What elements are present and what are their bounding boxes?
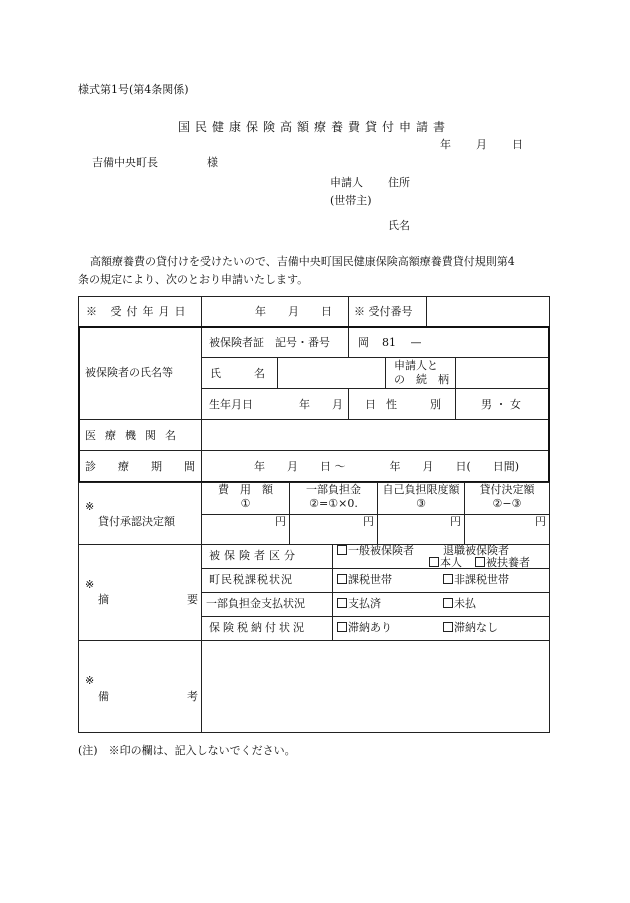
medical-label-cell — [78, 419, 202, 451]
card-prefix: 岡 — [358, 336, 369, 349]
amount-header-1-line2: ① — [240, 497, 251, 510]
amount-header-3-line1: 自己負担限度額 — [382, 483, 460, 496]
treatment-period-value: 年 月 日 〜 年 月 日( 日間) — [254, 460, 520, 473]
cost-amount-field[interactable] — [201, 514, 290, 545]
amount-header-3 — [377, 482, 465, 515]
amount-header-1-line1: 費 用 額 — [218, 483, 273, 496]
date-year-label: 年 — [440, 138, 451, 151]
checkbox-icon[interactable] — [429, 557, 439, 567]
category-general-text: 一般被保険者 — [348, 544, 414, 557]
treatment-period-field[interactable] — [201, 450, 550, 483]
remarks-label-right: 要 — [187, 593, 198, 606]
insured-group-label-cell — [78, 326, 202, 420]
reception-number-field[interactable] — [426, 296, 550, 327]
relation-label-line-1: 申請人と — [394, 359, 438, 372]
sex-value: 男 ・ 女 — [481, 398, 521, 411]
loan-label-cell — [78, 482, 202, 545]
notes-label-cell — [78, 640, 202, 733]
tax-options-cell — [332, 568, 550, 593]
remarks-label-left: 摘 — [98, 593, 109, 606]
insurance-card-field[interactable] — [348, 326, 550, 358]
loan-approval-label: 貸付承認決定額 — [98, 515, 175, 528]
birth-date-value: 年 月 日 — [299, 398, 376, 411]
loan-amount-field[interactable] — [464, 514, 550, 545]
checkbox-icon[interactable] — [443, 574, 453, 584]
address-label: 住所 — [388, 176, 410, 189]
payment-options-cell — [332, 592, 550, 617]
reception-number-label: ※ 受付番号 — [354, 305, 413, 318]
tax-nontaxed-option[interactable] — [443, 574, 509, 587]
insurance-none-text: 滞納なし — [454, 621, 498, 634]
copay-amount-field[interactable] — [289, 514, 378, 545]
tax-status-label: 町民税課税状況 — [209, 573, 293, 586]
checkbox-icon[interactable] — [443, 598, 453, 608]
checkbox-icon[interactable] — [337, 574, 347, 584]
application-form-table — [78, 296, 550, 733]
footer-note: (注) ※印の欄は、記入しないでください。 — [78, 744, 296, 757]
category-retired-label: 退職被保険者 — [443, 544, 509, 557]
notes-label-left: 備 — [98, 690, 109, 703]
insurance-label-cell — [201, 616, 333, 641]
remarks-mark: ※ — [85, 578, 95, 591]
insured-name-field[interactable] — [277, 357, 386, 389]
limit-amount-field[interactable] — [377, 514, 465, 545]
payment-status-label: 一部負担金支払状況 — [206, 597, 305, 610]
honorific: 様 — [207, 156, 218, 169]
amount-header-4 — [464, 482, 550, 515]
payment-paid-text: 支払済 — [348, 597, 381, 610]
tax-label-cell — [201, 568, 333, 593]
insurance-tax-status-label: 保険税納付状況 — [209, 621, 307, 634]
insurance-card-label-cell — [201, 326, 349, 358]
yen-unit: 円 — [363, 515, 374, 528]
notes-mark: ※ — [85, 674, 95, 687]
applicant-label: 申請人 — [330, 176, 363, 189]
insured-category-label: 被保険者区分 — [209, 549, 299, 562]
category-general-option[interactable] — [337, 545, 414, 558]
category-options-cell — [332, 544, 550, 569]
insurance-options-cell — [332, 616, 550, 641]
reception-date-label-cell — [78, 296, 202, 327]
yen-unit: 円 — [450, 515, 461, 528]
addressee: 吉備中央町長 — [92, 156, 158, 169]
reception-number-label-cell — [348, 296, 427, 327]
remarks-label-cell — [78, 544, 202, 641]
yen-unit: 円 — [535, 515, 546, 528]
form-number: 様式第1号(第4条関係) — [78, 83, 189, 96]
category-self-text: 本人 — [440, 556, 462, 569]
checkbox-icon[interactable] — [337, 622, 347, 632]
insured-group-label: 被保険者の氏名等 — [85, 366, 173, 379]
category-label-cell — [201, 544, 333, 569]
notes-field[interactable] — [201, 640, 550, 733]
intro-line-2: 条の規定により、次のとおり申請いたします。 — [78, 273, 309, 286]
medical-institution-label: 医療機関名 — [85, 429, 185, 442]
tax-nontaxed-text: 非課税世帯 — [454, 573, 509, 586]
amount-header-1 — [201, 482, 290, 515]
card-number: 81 — — [382, 336, 422, 349]
tax-taxed-option[interactable] — [337, 574, 392, 587]
reception-date-field[interactable] — [201, 296, 349, 327]
payment-paid-option[interactable] — [337, 598, 381, 611]
household-head-label: (世帯主) — [330, 194, 372, 207]
relation-field[interactable] — [455, 357, 550, 389]
amount-header-4-line1: 貸付決定額 — [479, 483, 535, 496]
insured-name-label: 氏 名 — [210, 367, 265, 380]
intro-line-1: 高額療養費の貸付けを受けたいので、吉備中央町国民健康保険高額療養費貸付規則第4 — [90, 255, 515, 268]
payment-unpaid-text: 未払 — [454, 597, 476, 610]
amount-header-3-line2: ③ — [416, 497, 426, 510]
insurance-none-option[interactable] — [443, 622, 498, 635]
sex-label: 性 別 — [386, 398, 441, 411]
relation-label-cell — [385, 357, 456, 389]
sex-field[interactable] — [455, 388, 550, 420]
birth-date-label: 生年月日 — [209, 398, 253, 411]
checkbox-icon[interactable] — [337, 598, 347, 608]
insured-name-label-cell — [201, 357, 278, 389]
amount-header-2-line2: ②=①×0. — [309, 497, 358, 510]
payment-unpaid-option[interactable] — [443, 598, 476, 611]
reception-date-label: ※ 受付年月日 — [86, 305, 191, 318]
amount-header-2-line1: 一部負担金 — [306, 483, 361, 496]
treatment-period-label: 診療期間 — [85, 460, 217, 473]
checkbox-icon[interactable] — [337, 545, 347, 555]
period-label-cell — [78, 450, 217, 483]
date-day-label: 日 — [512, 138, 523, 151]
insurance-card-label: 被保険者証 記号・番号 — [209, 336, 330, 349]
notes-label-right: 考 — [187, 690, 198, 703]
form-title: 国民健康保険高額療養費貸付申請書 — [178, 120, 451, 134]
insurance-overdue-text: 滞納あり — [348, 621, 392, 634]
loan-mark: ※ — [85, 500, 95, 513]
checkbox-icon[interactable] — [475, 557, 485, 567]
birth-date-cell[interactable] — [201, 388, 376, 420]
date-month-label: 月 — [476, 138, 487, 151]
amount-header-4-line2: ②−③ — [492, 497, 522, 510]
yen-unit: 円 — [275, 515, 286, 528]
amount-header-2 — [289, 482, 378, 515]
reception-date-value: 年 月 日 — [255, 305, 332, 318]
name-label: 氏名 — [388, 219, 410, 232]
relation-label-line-2: の 続 柄 — [394, 373, 449, 386]
medical-institution-field[interactable] — [201, 419, 550, 451]
checkbox-icon[interactable] — [443, 622, 453, 632]
category-dependent-text: 被扶養者 — [486, 556, 530, 569]
tax-taxed-text: 課税世帯 — [348, 573, 392, 586]
insurance-overdue-option[interactable] — [337, 622, 392, 635]
sex-label-cell — [348, 388, 456, 420]
payment-label-cell — [201, 592, 333, 617]
